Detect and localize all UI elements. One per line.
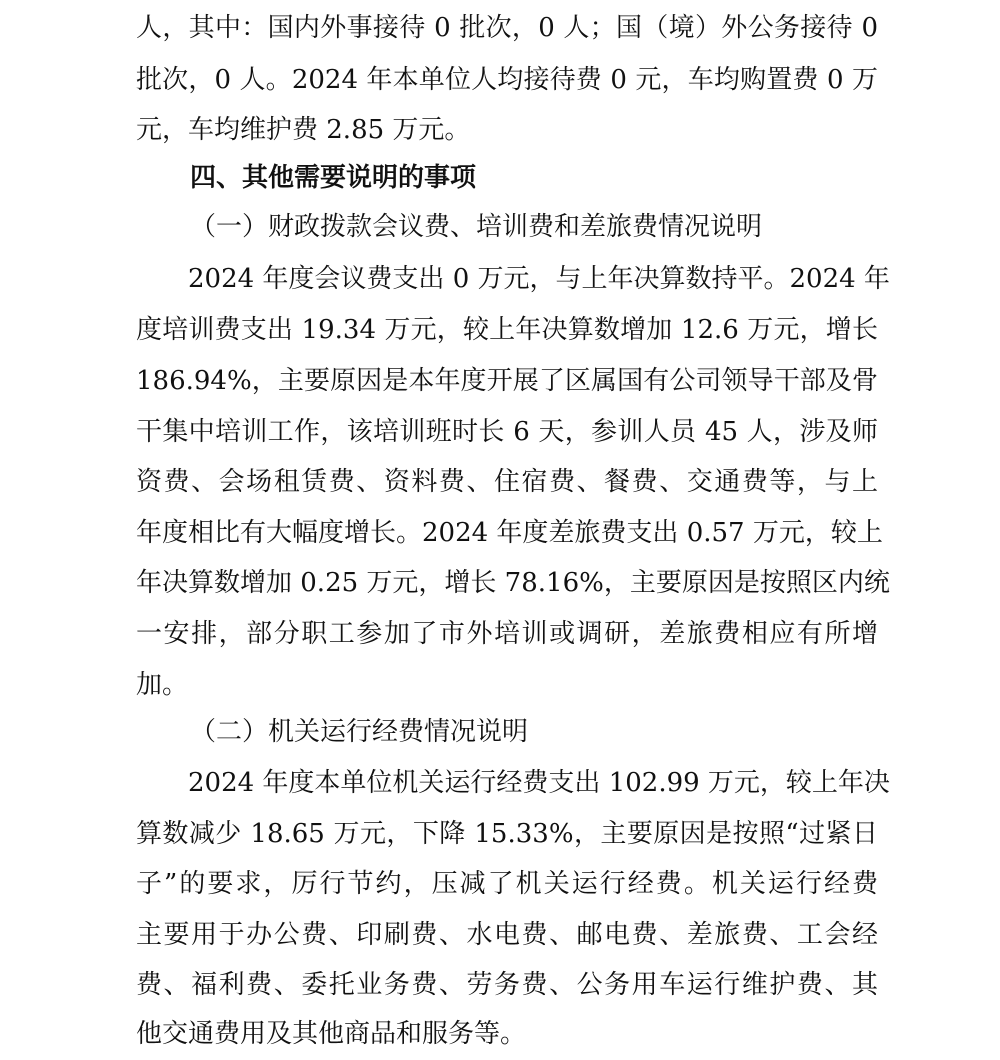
- text-line: 子”的要求，厉行节约，压减了机关运行经费。机关运行经费: [136, 869, 878, 899]
- text-line: 算数减少 18.65 万元，下降 15.33%，主要原因是按照“过紧日: [136, 819, 878, 849]
- text-line: 一安排，部分职工参加了市外培训或调研，差旅费相应有所增: [136, 619, 878, 649]
- text-line: 年决算数增加 0.25 万元，增长 78.16%，主要原因是按照区内统: [136, 568, 890, 598]
- text-line: 批次，0 人。2024 年本单位人均接待费 0 元，车均购置费 0 万: [136, 65, 878, 95]
- section-heading: 四、其他需要说明的事项: [190, 163, 477, 193]
- text-line: 资费、会场租赁费、资料费、住宿费、餐费、交通费等，与上: [136, 467, 878, 497]
- text-line: 186.94%，主要原因是本年度开展了区属国有公司领导干部及骨: [136, 366, 878, 396]
- text-line: 主要用于办公费、印刷费、水电费、邮电费、差旅费、工会经: [136, 920, 878, 950]
- text-line: 2024 年度本单位机关运行经费支出 102.99 万元，较上年决: [188, 768, 890, 798]
- text-line: 人，其中：国内外事接待 0 批次，0 人；国（境）外公务接待 0: [136, 13, 878, 43]
- subsection-heading: （二）机关运行经费情况说明: [190, 717, 529, 747]
- text-line: 元，车均维护费 2.85 万元。: [136, 115, 471, 145]
- text-line: 费、福利费、委托业务费、劳务费、公务用车运行维护费、其: [136, 970, 878, 1000]
- text-line: 加。: [136, 670, 189, 700]
- text-line: 干集中培训工作，该培训班时长 6 天，参训人员 45 人，涉及师: [136, 417, 878, 447]
- text-line: 年度相比有大幅度增长。2024 年度差旅费支出 0.57 万元，较上: [136, 518, 883, 548]
- text-line: 度培训费支出 19.34 万元，较上年决算数增加 12.6 万元，增长: [136, 315, 878, 345]
- text-line: 他交通费用及其他商品和服务等。: [136, 1019, 527, 1049]
- text-line: 2024 年度会议费支出 0 万元，与上年决算数持平。2024 年: [188, 264, 890, 294]
- subsection-heading: （一）财政拨款会议费、培训费和差旅费情况说明: [190, 212, 763, 242]
